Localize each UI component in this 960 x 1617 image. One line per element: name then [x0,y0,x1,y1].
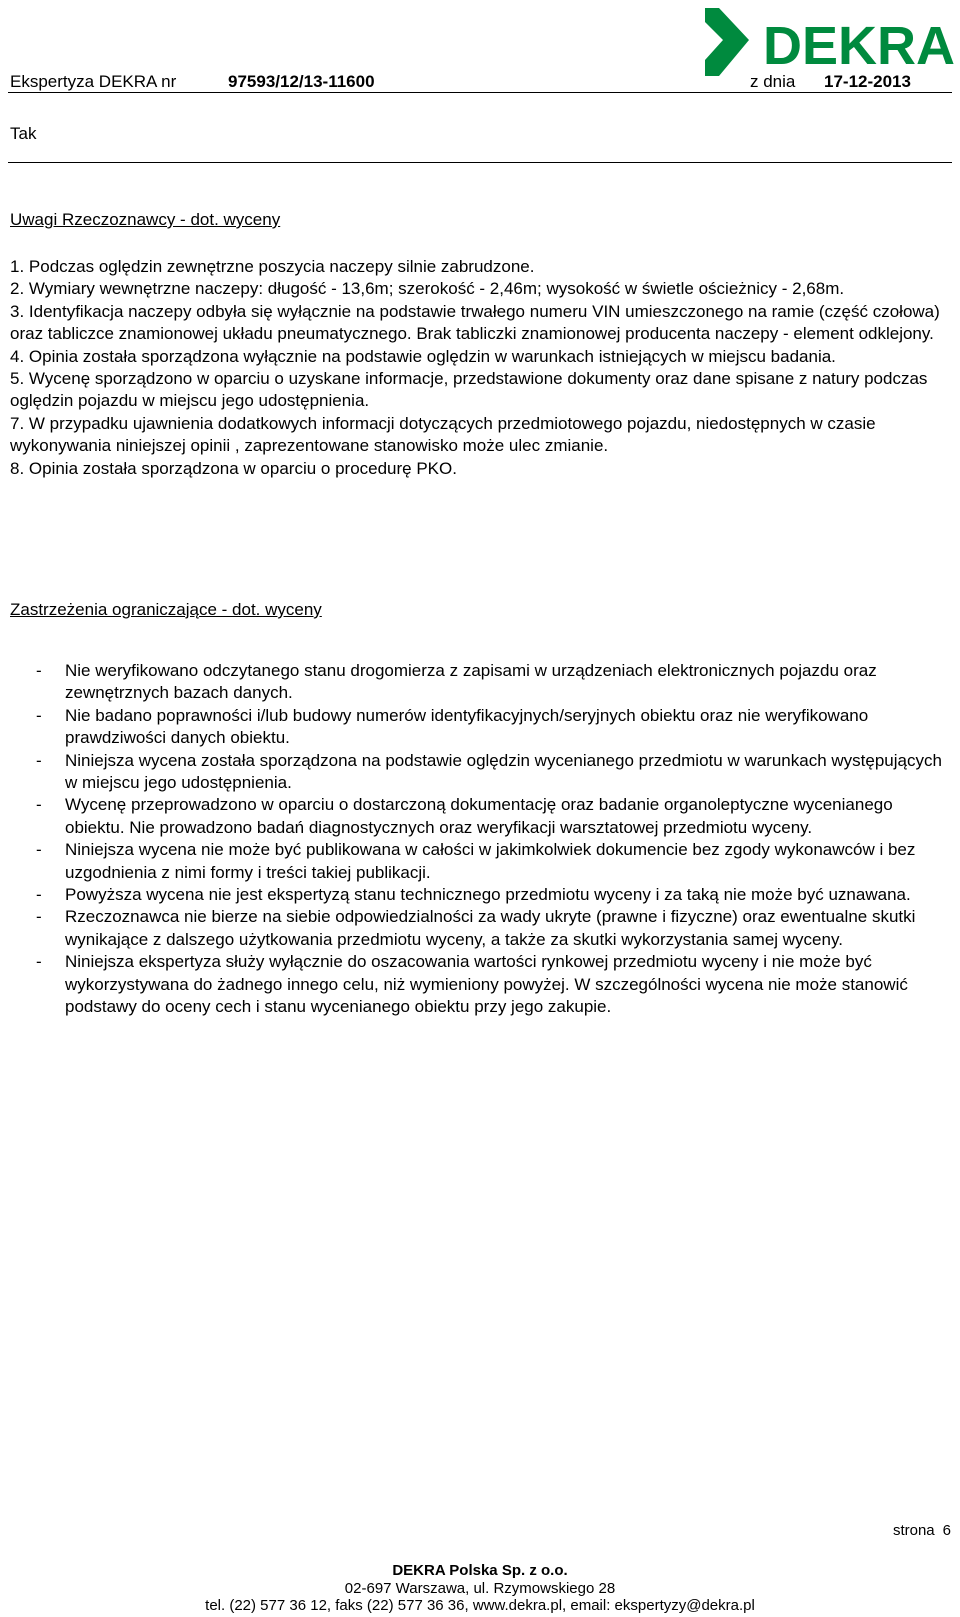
section-divider [8,162,952,163]
logo-text: DEKRA [763,16,955,76]
note-item: 4. Opinia została sporządzona wyłącznie na podstawie oględzin w warunkach istniejących w miejscu badania. [10,346,836,366]
note-item: 8. Opinia została sporządzona w oparciu o procedurę PKO. [10,458,457,478]
limit-text: Nie badano poprawności i/lub budowy numerów identyfikacyjnych/seryjnych obiektu oraz nie weryfikowano prawdziwości danych obiektu. [65,705,869,748]
limit-item [10,884,950,906]
page-value: 6 [942,1522,951,1539]
bullet-dash: - [36,907,42,927]
page-number [893,1522,951,1539]
limit-text: Niniejsza ekspertyza służy wyłącznie do oszacowania wartości rynkowej przedmiotu wyceny i nie może być wykorzystywana do żadnego innego celu, niż wymieniony powyżej. W szczególności wycena nie może stanowić podstawy do oceny cech i stanu wycenianego obiektu przy jego zakupie. [65,952,908,1017]
limit-item [10,794,950,839]
limit-text: Wycenę przeprowadzono w oparciu o dostarczoną dokumentację oraz badanie organoleptyczne wycenianego obiektu. Nie prowadzono badań diagnostycznych oraz weryfikacji warsztatowej przedmiotu wyceny. [65,795,893,837]
limits-list [10,660,950,1019]
notes-title: Uwagi Rzeczoznawcy - dot. wyceny [10,210,281,229]
limit-item [10,750,950,795]
page-footer [0,1562,960,1615]
date-label: z dnia [750,72,796,91]
bullet-dash: - [36,750,42,770]
limit-item [10,906,950,951]
limit-text: Powyższa wycena nie jest ekspertyzą stanu technicznego przedmiotu wyceny i za taką nie może być uznawana. [65,885,911,905]
limit-item [10,660,950,705]
bullet-dash: - [36,705,42,725]
bullet-dash: - [36,795,42,815]
limit-item [10,951,950,1018]
answer-text: Tak [10,124,37,143]
bullet-dash: - [36,885,42,905]
header-divider [8,92,952,93]
limit-text: Niniejsza wycena została sporządzona na podstawie oględzin wycenianego przedmiotu w warunkach występujących w miejscu jego udostępnienia. [65,750,942,793]
limit-text: Rzeczoznawca nie bierze na siebie odpowiedzialności za wady ukryte (prawne i fizyczne) oraz ewentualne skutki wynikające z dalszego użytkowania przedmiotu wyceny, a także za skutki wykorzystania samej wyceny. [65,907,916,949]
note-item: 3. Identyfikacja naczepy odbyła się wyłącznie na podstawie trwałego numeru VIN umieszczonego na ramie (część czołowa) oraz tabliczce znamionowej układu pneumatycznego. Brak tabliczki znamionowej producenta naczepy - element odklejony. [10,301,940,344]
bullet-dash: - [36,840,42,860]
report-number: 97593/12/13-11600 [228,72,375,91]
limit-text: Nie weryfikowano odczytanego stanu drogomierza z zapisami w urządzeniach elektronicznych pojazdu oraz zewnętrznych bazach danych. [65,661,877,703]
note-item: 5. Wycenę sporządzono w oparciu o uzyskane informacje, przedstawione dokumenty oraz dane spisane z natury podczas oględzin pojazdu w miejscu jego udostępnienia. [10,369,928,411]
footer-contact: tel. (22) 577 36 12, faks (22) 577 36 36, www.dekra.pl, email: ekspertyzy@dekra.pl [205,1597,755,1614]
dekra-logo [697,4,955,80]
bullet-dash: - [36,661,42,680]
note-item: 2. Wymiary wewnętrzne naczepy: długość - 13,6m; szerokość - 2,46m; wysokość w świetle ościeżnicy - 2,68m. [10,279,845,299]
note-item: 7. W przypadku ujawnienia dodatkowych informacji dotyczących przedmiotowego pojazdu, niedostępnych w czasie wykonywania niniejszej opinii , zaprezentowane stanowisko może ulec zmianie. [10,413,876,456]
footer-company: DEKRA Polska Sp. z o.o. [392,1562,568,1579]
limit-item [10,839,950,884]
limit-text: Niniejsza wycena nie może być publikowana w całości w jakimkolwiek dokumencie bez zgody wykonawców i bez uzgodnienia z nimi formy i treści takiej publikacji. [65,840,916,882]
report-label: Ekspertyza DEKRA nr [10,72,177,91]
report-date: 17-12-2013 [824,72,911,91]
dekra-logo-icon [697,4,955,80]
notes-list [10,256,950,480]
limits-title: Zastrzeżenia ograniczające - dot. wyceny [10,600,322,619]
limit-item [10,705,950,750]
page-label: strona [892,1522,935,1539]
note-item: 1. Podczas oględzin zewnętrzne poszycia naczepy silnie zabrudzone. [10,257,535,276]
bullet-dash: - [36,952,42,972]
footer-address: 02-697 Warszawa, ul. Rzymowskiego 28 [344,1579,616,1597]
